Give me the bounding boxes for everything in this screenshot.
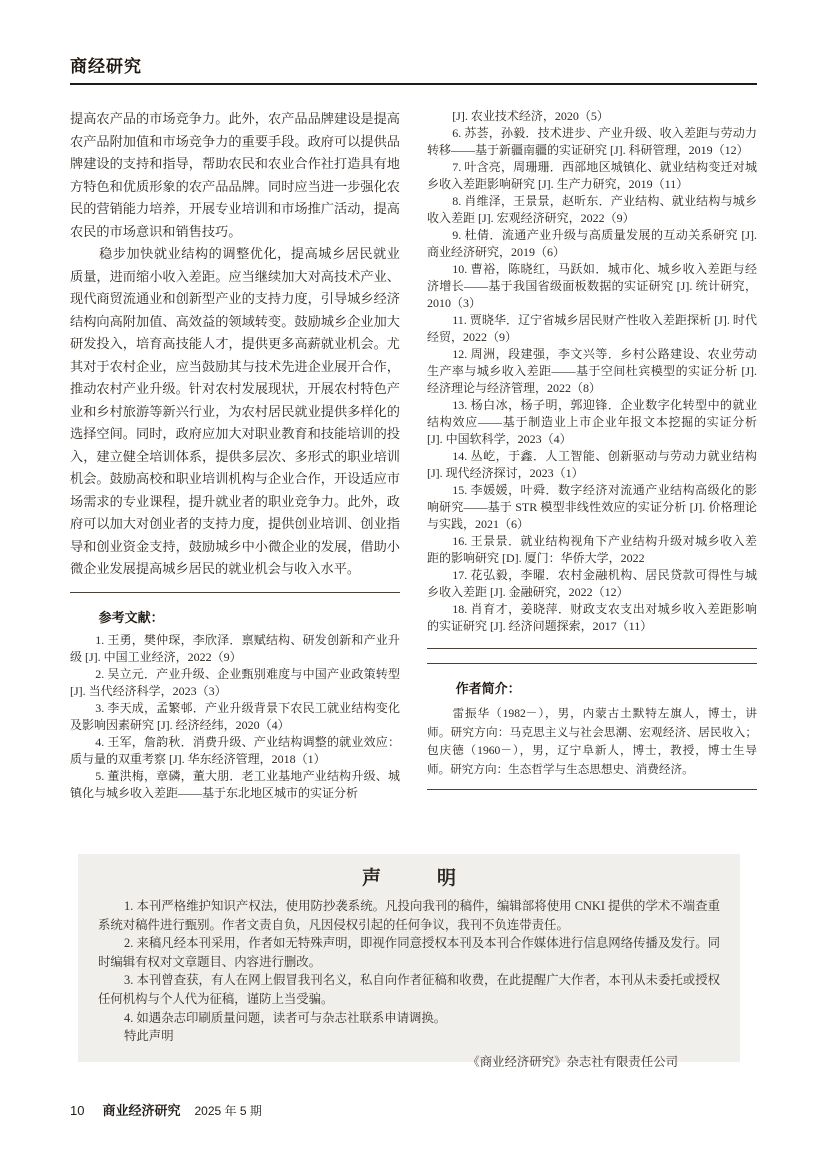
- author-bio-heading: 作者简介：: [455, 681, 521, 696]
- statement-title: [98, 863, 720, 890]
- journal-name: 商业经济研究: [102, 1103, 181, 1118]
- content-columns: [70, 108, 757, 802]
- page-footer: [70, 1100, 262, 1119]
- reference-item: 13. 杨白冰，杨子明，郭迎锋．企业数字化转型中的就业结构效应——基于制造业上市企业年报文本挖掘的实证分析 [J]. 中国软科学，2023（4）: [427, 398, 757, 446]
- statement-box: [78, 854, 740, 1069]
- statement-item: 4. 如遇杂志印刷质量问题，读者可与杂志社联系申请调换。: [124, 1010, 447, 1025]
- references-heading: 参考文献：: [98, 609, 164, 625]
- right-column: [427, 108, 757, 802]
- body-paragraph: 提高农产品的市场竞争力。此外，农产品品牌建设是提高农产品附加值和市场竞争力的重要手段。政府可以提供品牌建设的支持和指导，帮助农民和农业合作社打造具有地方特色和优质形象的农产品品牌。同时应当进一步强化农民的营销能力培养，开展专业培训和市场推广活动，提高农民的市场意识和销售技巧。: [70, 111, 400, 239]
- left-column: [70, 108, 400, 802]
- statement-title-char: 声: [361, 868, 381, 889]
- reference-item: 16. 王景景．就业结构视角下产业结构升级对城乡收入差距的影响研究 [D]. 厦门：华侨大学，2022: [427, 534, 757, 565]
- statement-closing: 特此声明: [124, 1029, 174, 1044]
- body-paragraph: 稳步加快就业结构的调整优化，提高城乡居民就业质量，进而缩小收入差距。应当继续加大对高技术产业、现代商贸流通业和创新型产业的支持力度，引导城乡经济结构向高附加值、高效益的领域转变。鼓励城乡企业加大研发投入，培育高技能人才，提供更多高薪就业机会。尤其对于农村企业，应当鼓励其与技术先进企业展开合作，推动农村产业升级。针对农村发展现状，开展农村特色产业和乡村旅游等新兴行业，为农村居民就业提供多样化的选择空间。同时，政府应加大对职业教育和技能培训的投入，建立健全培训体系，提供多层次、多形式的职业培训机会。鼓励高校和职业培训机构与企业合作，开设适应市场需求的专业课程，提升就业者的职业竞争力。此外，政府可以加大对创业者的支持力度，提供创业培训、创业指导和创业资金支持，鼓励城乡中小微企业的发展，借助小微企业发展提高城乡居民的就业机会与收入水平。: [70, 246, 400, 576]
- statement-item: 2. 来稿凡经本刊采用，作者如无特殊声明，即视作同意授权本刊及本刊合作媒体进行信息网络传播及发行。同时编辑有权对文章题目、内容进行删改。: [98, 936, 720, 969]
- reference-item: 11. 贾晓华．辽宁省城乡居民财产性收入差距探析 [J]. 时代经贸，2022（9）: [427, 313, 757, 344]
- references-divider: [70, 592, 400, 593]
- statement-title-char: 明: [437, 868, 457, 889]
- section-label: 商经研究: [70, 57, 142, 76]
- reference-item: 4. 王军，詹韵秋．消费升级、产业结构调整的就业效应：质与量的双重考察 [J]. 华东经济管理，2018（1）: [70, 734, 400, 766]
- reference-item: 7. 叶含亮，周珊珊．西部地区城镇化、就业结构变迁对城乡收入差距影响研究 [J]. 生产力研究，2019（11）: [427, 160, 757, 191]
- reference-item: 2. 吴立元．产业升级、企业甄别难度与中国产业政策转型 [J]. 当代经济科学，2023（3）: [70, 666, 400, 698]
- reference-item: 12. 周洲，段建强，李文兴等．乡村公路建设、农业劳动生产率与城乡收入差距——基于空间杜宾模型的实证分析 [J]. 经济理论与经济管理，2022（8）: [427, 347, 757, 395]
- author-bio-divider: [427, 648, 757, 664]
- reference-item: 5. 董洪梅，章磷，董大朋．老工业基地产业结构升级、城镇化与城乡收入差距——基于东北地区城市的实证分析: [70, 768, 400, 800]
- reference-continuation: [J]. 农业技术经济，2020（5）: [452, 109, 609, 123]
- reference-item: 15. 李媛媛，叶舜．数字经济对流通产业结构高级化的影响研究——基于 STR 模型非线性效应的实证分析 [J]. 价格理论与实践，2021（6）: [427, 483, 757, 531]
- statement-item: 1. 本刊严格维护知识产权法，使用防抄袭系统。凡投向我刊的稿件，编辑部将使用 CNKI 提供的学术不端查重系统对稿件进行甄别。作者文责自负，凡因侵权引起的任何争议，我刊不负连带责任。: [98, 899, 720, 932]
- reference-item: 1. 王勇，樊仲琛，李欣泽．禀赋结构、研发创新和产业升级 [J]. 中国工业经济，2022（9）: [70, 632, 400, 664]
- reference-item: 6. 苏荟，孙毅．技术进步、产业升级、收入差距与劳动力转移——基于新疆南疆的实证研究 [J]. 科研管理，2019（12）: [427, 126, 757, 157]
- issue-label: 2025 年 5 期: [194, 1104, 262, 1118]
- author-bio-text: 雷振华（1982－），男，内蒙古土默特左旗人，博士，讲师。研究方向：马克思主义与社会思潮、宏观经济、居民收入；包庆德（1960－），男，辽宁阜新人，博士，教授，博士生导师。研究方向：生态哲学与生态思想史、消费经济。: [427, 707, 757, 776]
- reference-item: 17. 花弘毅，李曜．农村金融机构、居民贷款可得性与城乡收入差距 [J]. 金融研究，2022（12）: [427, 568, 757, 599]
- page-number: 10: [70, 1103, 85, 1118]
- reference-item: 3. 李天成，孟繁邨．产业升级背景下农民工就业结构变化及影响因素研究 [J]. 经济经纬，2020（4）: [70, 700, 400, 732]
- reference-item: 14. 丛屹，于鑫．人工智能、创新驱动与劳动力就业结构 [J]. 现代经济探讨，2023（1）: [427, 449, 757, 480]
- reference-item: 9. 杜倩．流通产业升级与高质量发展的互动关系研究 [J]. 商业经济研究，2019（6）: [427, 228, 757, 259]
- statement-signature: 《商业经济研究》杂志社有限责任公司: [467, 1054, 678, 1069]
- reference-item: 8. 肖维泽，王景景，赵昕东．产业结构、就业结构与城乡收入差距 [J]. 宏观经济研究，2022（9）: [427, 194, 757, 225]
- reference-item: 10. 曹裕，陈晓红，马跃如．城市化、城乡收入差距与经济增长——基于我国省级面板数据的实证研究 [J]. 统计研究，2010（3）: [427, 262, 757, 310]
- author-bio-bottom-rule: [427, 789, 757, 790]
- page-header: [70, 52, 757, 85]
- reference-item: 18. 肖育才，姜晓萍．财政支农支出对城乡收入差距影响的实证研究 [J]. 经济问题探索，2017（11）: [427, 602, 757, 633]
- statement-item: 3. 本刊曾查获，有人在网上假冒我刊名义，私自向作者征稿和收费，在此提醒广大作者，本刊从未委托或授权任何机构与个人代为征稿，谨防上当受骗。: [98, 973, 720, 1006]
